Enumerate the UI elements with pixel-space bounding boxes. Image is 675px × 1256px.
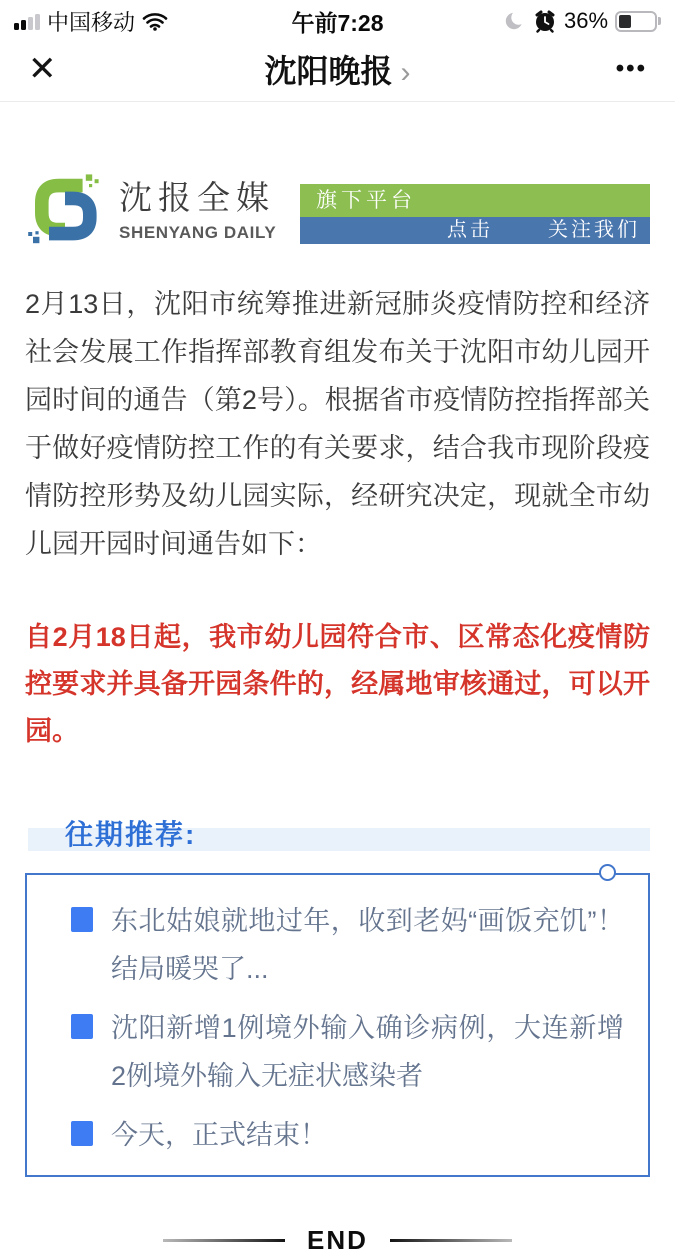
end-line-right	[390, 1239, 512, 1242]
banner-click-label: 点击	[447, 219, 493, 241]
logo-name-cn: 沈报全媒	[119, 179, 275, 216]
logo-name-en: SHENYANG DAILY	[119, 223, 277, 242]
alarm-clock-icon	[533, 9, 557, 33]
article-paragraph: 2月13日，沈阳市统筹推进新冠肺炎疫情防控和经济社会发展工作指挥部教育组发布关于沈阳市幼儿园开园时间的通告（第2号）。根据省市疫情防控指挥部关于做好疫情防控工作的有关要求，结合我市现阶段疫情防控形势及幼儿园实际，经研究决定，现就全市幼儿园开园时间通告如下：	[25, 289, 650, 559]
banner-platform-label: 旗下平台	[300, 184, 650, 217]
recommend-label: 往期推荐:	[65, 819, 197, 850]
article-highlight-paragraph: 自2月18日起，我市幼儿园符合市、区常态化疫情防控要求并具备开园条件的，经属地审核通过，可以开园。	[25, 622, 650, 746]
follow-banner[interactable]	[300, 184, 650, 244]
more-menu-icon[interactable]: •••	[615, 54, 647, 82]
banner-follow-label: 关注我们	[548, 219, 640, 241]
end-line-left	[163, 1239, 285, 1242]
banner-action-bar	[300, 217, 650, 244]
recommend-item-title: 东北姑娘就地过年，收到老妈“画饭充饥”！结局暖哭了...	[111, 906, 624, 984]
end-label: END	[307, 1225, 368, 1255]
recommend-box	[25, 873, 650, 1177]
status-bar	[0, 0, 675, 36]
square-bullet-icon	[71, 1121, 93, 1146]
article-body	[0, 158, 675, 1256]
battery-icon	[615, 11, 661, 32]
close-icon[interactable]: ✕	[28, 49, 57, 88]
chevron-right-icon: ›	[400, 55, 411, 89]
clock-label: 午前7:28	[291, 9, 384, 36]
list-item[interactable]	[71, 1111, 624, 1159]
square-bullet-icon	[71, 907, 93, 932]
shenyang-daily-logo-icon	[25, 160, 105, 256]
recommend-item-title: 今天，正式结束！	[111, 1120, 327, 1150]
logo-wordmark	[119, 172, 276, 243]
square-bullet-icon	[71, 1014, 93, 1039]
masthead	[25, 158, 650, 258]
page-title	[0, 46, 675, 92]
recommend-item-title: 沈阳新增1例境外输入确诊病例，大连新增2例境外输入无症状感染者	[111, 1013, 624, 1091]
recommend-section-header	[25, 813, 650, 853]
box-corner-circle-icon	[599, 864, 616, 881]
do-not-disturb-moon-icon	[504, 10, 526, 32]
list-item[interactable]	[71, 1004, 624, 1100]
battery-percent-label: 36%	[563, 8, 609, 33]
article-end-divider	[25, 1225, 650, 1256]
list-item[interactable]	[71, 897, 624, 993]
cellular-signal-icon	[14, 13, 40, 30]
account-name: 沈阳晚报	[264, 52, 393, 89]
wifi-icon	[142, 12, 168, 31]
carrier-label: 中国移动	[47, 9, 136, 35]
nav-bar	[0, 36, 675, 102]
